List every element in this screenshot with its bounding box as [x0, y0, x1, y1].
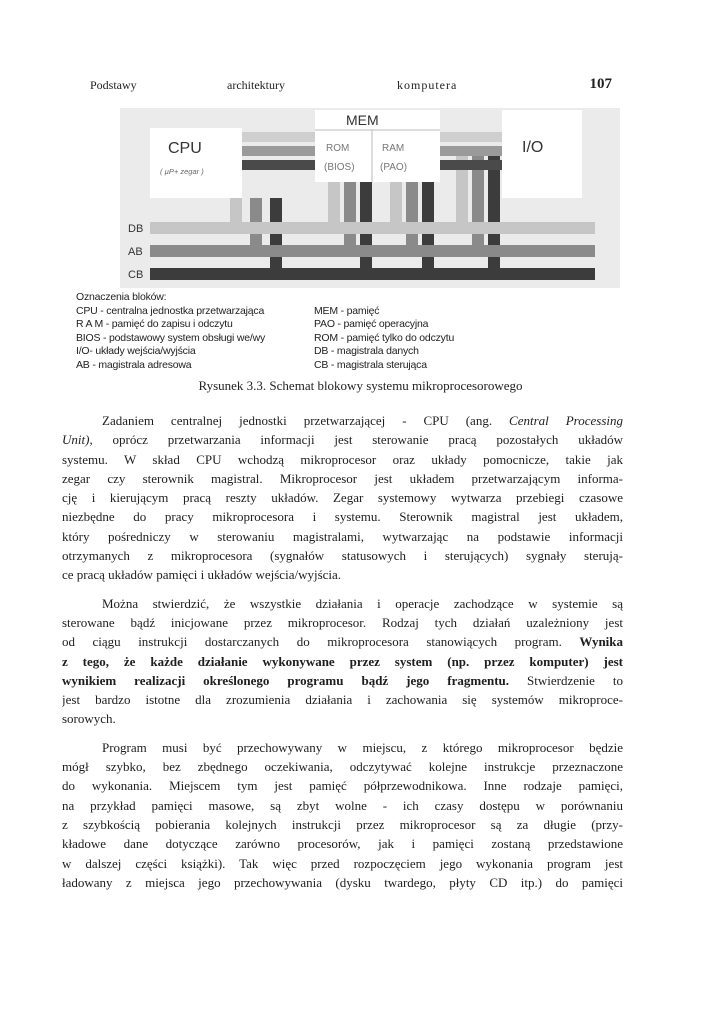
control-bus [128, 268, 595, 281]
legend-item: R A M - pamięć do zapisu i odczytu [76, 318, 233, 330]
text-line: na przykład pamięci masowe, są zbyt wolne - ich czasy dostępu w porównaniu [62, 797, 623, 813]
db-label: DB [128, 223, 144, 235]
text-run-italic: Unit), [62, 432, 93, 448]
ab-label: AB [128, 246, 143, 258]
cpu-block [150, 128, 242, 198]
legend-item: AB - magistrala adresowa [76, 358, 192, 371]
ram-label: RAM [382, 143, 405, 154]
block-diagram [120, 108, 620, 288]
text-line: niezbędne do pracy mikroprocesora i systemu. Sterownik magistral jest układem, [62, 509, 623, 525]
text-line: sorowych. [62, 711, 116, 727]
text-line: ce pracą układów pamięci i układów wejścia/wyjścia. [62, 567, 342, 583]
cb-label: CB [128, 269, 144, 281]
text-line: cję i kierującym pracą reszty układów. Zegar systemowy wytwarza przebiegi czasowe [62, 490, 623, 506]
cpu-label: CPU [168, 140, 202, 157]
legend-item: I/O- układy wejścia/wyjścia [76, 345, 196, 357]
cpu-sub-label: ( µP+ zegar ) [160, 167, 204, 176]
text-run-italic: Central Processing [509, 413, 623, 428]
figure-legend [76, 291, 546, 373]
paragraph-2 [62, 594, 623, 729]
text-line: systemu. W skład CPU wchodzą mikroprocesor oraz układy pomocnicze, takie jak [62, 451, 623, 467]
address-bus [128, 245, 595, 258]
rom-sub-label: (BIOS) [324, 162, 355, 173]
legend-item: DB - magistrala danych [314, 345, 419, 357]
legend-item: ROM - pamięć tylko do odczytu [314, 331, 455, 344]
data-bus [128, 222, 595, 235]
page-header [90, 76, 612, 96]
text-run-bold: wynikiem realizacji określonego programu bądź jego fragmentu. [62, 672, 510, 688]
text-line: jest bardzo istotne dla zrozumienia działania i zachowania się systemów mikroproce- [62, 692, 623, 708]
text-line: otrzymanych z mikroprocesora (sygnałów statusowych i sterujących) sygnały sterują- [62, 548, 623, 564]
text-run-bold: Wynika [579, 634, 623, 650]
legend-item: BIOS - podstawowy system obsługi we/wy [76, 331, 266, 344]
text-line: kładowe dane dotyczące zarówno procesorów, jak i pamięci zostaną przedstawione [62, 836, 623, 852]
io-block [502, 110, 582, 198]
text-line: który pośredniczy w sterowaniu magistralami, wytwarzając na podstawie informacji [62, 528, 623, 544]
text-run-bold: z tego, że każde działanie wykonywane przez system (np. przez komputer) jest [62, 653, 623, 669]
paragraph-3 [62, 738, 623, 892]
legend-title: Oznaczenia bloków: [76, 291, 167, 303]
figure-caption: Rysunek 3.3. Schemat blokowy systemu mikroprocesorowego [198, 378, 523, 393]
header-right: komputera [397, 78, 458, 92]
body-text [62, 411, 623, 901]
mem-block [315, 110, 440, 182]
text-run: Zadaniem centralnej jednostki przetwarzającej - CPU (ang. [102, 413, 493, 428]
text-run: oprócz przetwarzania informacji jest sterowanie pracą pozostałych układów [112, 432, 623, 448]
rom-label: ROM [326, 143, 350, 154]
ram-sub-label: (PAO) [380, 162, 408, 173]
text-line: Można stwierdzić, że wszystkie działania i operacje zachodzące w systemie są [102, 595, 623, 611]
text-line: sterowane bądź inicjowane przez mikroprocesor. Rodzaj tych działań uzależniony jest [62, 614, 623, 630]
text-run: od ciągu instrukcji dostarczanych do mikroprocesora stanowiących program. [62, 634, 562, 650]
mem-label: MEM [346, 112, 379, 128]
header-middle: architektury [227, 78, 285, 92]
text-line: zegar czy sterownik magistral. Mikroprocesor jest układem przetwarzającym informa- [62, 470, 623, 486]
text-line: do wykonania. Miejscem tym jest pamięć półprzewodnikowa. Inne rodzaje pamięci, [62, 778, 623, 794]
paragraph-1 [62, 411, 623, 585]
legend-item: MEM - pamięć [314, 304, 380, 317]
text-line: z szybkością pobierania kolejnych instrukcji przez mikroprocesor są za długie (przy- [62, 816, 623, 832]
page-number: 107 [589, 76, 612, 92]
legend-item: CB - magistrala sterująca [314, 358, 427, 371]
text-line: ładowany z miejsca jego przechowywania (dysku twardego, płyty CD itp.) do pamięci [62, 874, 623, 890]
legend-item: CPU - centralna jednostka przetwarzająca [76, 304, 265, 317]
text-line: Program musi być przechowywany w miejscu, z którego mikroprocesor będzie [102, 739, 623, 755]
text-run: Stwierdzenie to [527, 672, 623, 688]
text-line: w dalszej części książki). Tak więc przed rozpoczęciem jego wykonania program jest [62, 855, 623, 871]
io-label: I/O [522, 139, 544, 156]
header-left: Podstawy [90, 78, 137, 92]
text-line: mógł szybko, bez zbędnego oczekiwania, odczytywać kolejne instrukcje przeznaczone [62, 759, 623, 775]
legend-item: PAO - pamięć operacyjna [314, 318, 429, 330]
